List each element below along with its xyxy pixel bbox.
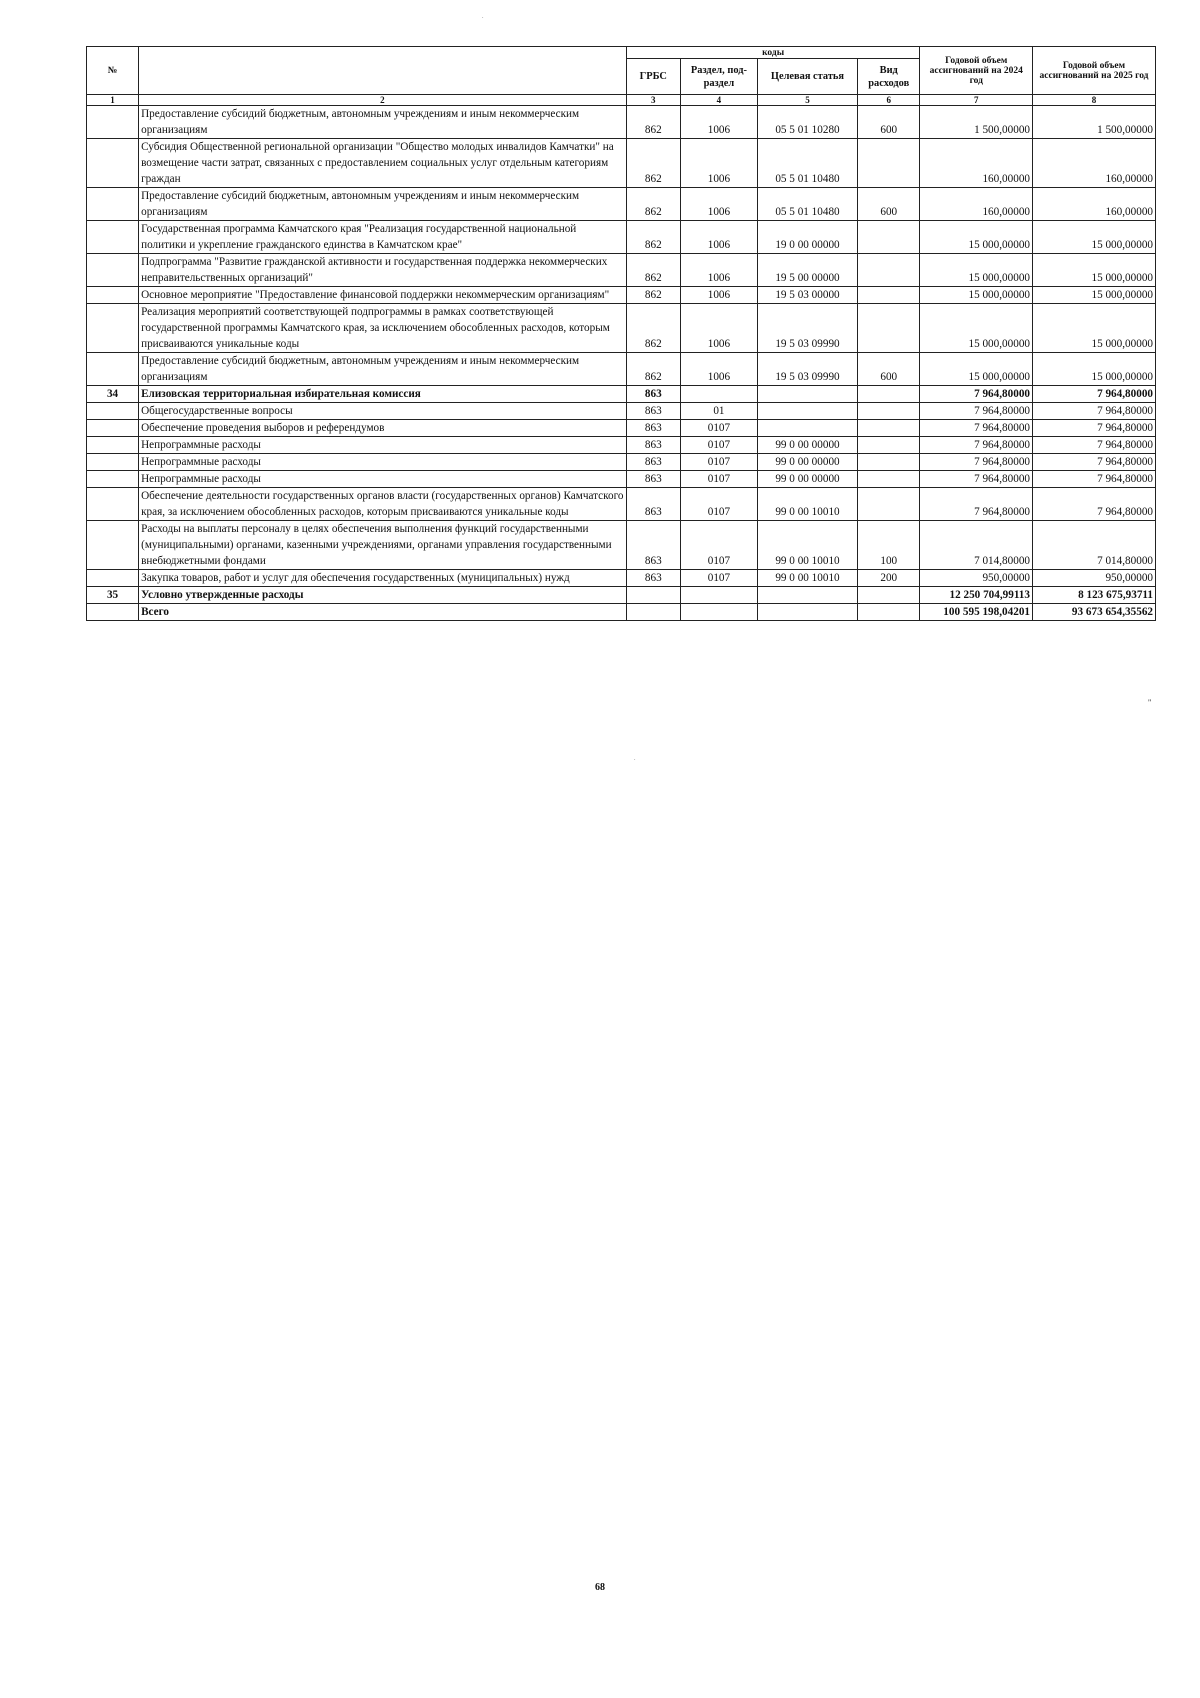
row-value-2025: 15 000,00000 (1033, 304, 1156, 353)
row-num (87, 254, 139, 287)
row-value-2024: 15 000,00000 (920, 353, 1033, 386)
row-value-2024: 7 014,80000 (920, 521, 1033, 570)
row-razdel: 1006 (680, 106, 757, 139)
row-value-2025: 7 964,80000 (1033, 386, 1156, 403)
row-celevaya: 05 5 01 10480 (757, 188, 857, 221)
row-razdel: 0107 (680, 471, 757, 488)
row-value-2025: 15 000,00000 (1033, 254, 1156, 287)
row-value-2024: 7 964,80000 (920, 454, 1033, 471)
row-razdel: 1006 (680, 188, 757, 221)
row-celevaya (757, 386, 857, 403)
table-row (87, 403, 1156, 420)
row-vid (857, 587, 920, 604)
table-row (87, 106, 1156, 139)
row-celevaya (757, 587, 857, 604)
row-name: Обеспечение проведения выборов и референдумов (139, 420, 627, 437)
header-name (139, 47, 627, 95)
table-row (87, 304, 1156, 353)
row-celevaya: 99 0 00 00000 (757, 471, 857, 488)
colnum-5: 5 (757, 95, 857, 106)
row-razdel: 0107 (680, 437, 757, 454)
row-grbs: 862 (626, 287, 680, 304)
row-grbs: 862 (626, 304, 680, 353)
row-celevaya: 19 0 00 00000 (757, 221, 857, 254)
row-celevaya: 19 5 03 00000 (757, 287, 857, 304)
row-celevaya: 99 0 00 00000 (757, 437, 857, 454)
header-num: № (87, 47, 139, 95)
row-num: 35 (87, 587, 139, 604)
row-num (87, 471, 139, 488)
row-value-2025: 160,00000 (1033, 139, 1156, 188)
row-value-2025: 15 000,00000 (1033, 221, 1156, 254)
table-body (87, 106, 1156, 621)
row-razdel: 1006 (680, 353, 757, 386)
row-num (87, 521, 139, 570)
row-vid: 100 (857, 521, 920, 570)
row-value-2025: 15 000,00000 (1033, 287, 1156, 304)
table-row (87, 471, 1156, 488)
row-num (87, 221, 139, 254)
row-value-2025: 7 964,80000 (1033, 420, 1156, 437)
row-value-2024: 7 964,80000 (920, 403, 1033, 420)
row-value-2024: 7 964,80000 (920, 488, 1033, 521)
row-celevaya: 05 5 01 10280 (757, 106, 857, 139)
row-razdel: 0107 (680, 521, 757, 570)
row-razdel (680, 386, 757, 403)
table-row (87, 587, 1156, 604)
row-vid: 600 (857, 188, 920, 221)
row-grbs: 862 (626, 139, 680, 188)
row-vid (857, 488, 920, 521)
row-name: Основное мероприятие "Предоставление финансовой поддержки некоммерческим организациям" (139, 287, 627, 304)
column-numbers-row (87, 95, 1156, 106)
row-vid (857, 454, 920, 471)
row-grbs: 863 (626, 471, 680, 488)
row-num (87, 604, 139, 621)
row-celevaya: 19 5 03 09990 (757, 353, 857, 386)
row-num (87, 454, 139, 471)
table-row (87, 488, 1156, 521)
row-value-2024: 950,00000 (920, 570, 1033, 587)
table-header (87, 47, 1156, 106)
row-grbs: 862 (626, 353, 680, 386)
row-name: Непрограммные расходы (139, 437, 627, 454)
colnum-1: 1 (87, 95, 139, 106)
row-value-2024: 100 595 198,04201 (920, 604, 1033, 621)
row-name: Обеспечение деятельности государственных органов власти (государственных органов) Камчатского края, за исключением обособленных расходов, которым присваиваются уникальные коды (139, 488, 627, 521)
row-celevaya (757, 403, 857, 420)
row-name: Подпрограмма "Развитие гражданской активности и государственная поддержка некоммерческих неправительственных организаций" (139, 254, 627, 287)
row-grbs: 863 (626, 570, 680, 587)
row-name: Государственная программа Камчатского края "Реализация государственной национальной политики и укрепление гражданского единства в Камчатском крае" (139, 221, 627, 254)
row-razdel: 0107 (680, 570, 757, 587)
row-name: Предоставление субсидий бюджетным, автономным учреждениям и иным некоммерческим организациям (139, 106, 627, 139)
table-row (87, 353, 1156, 386)
row-num (87, 403, 139, 420)
row-celevaya: 99 0 00 10010 (757, 488, 857, 521)
row-vid (857, 139, 920, 188)
colnum-3: 3 (626, 95, 680, 106)
row-value-2025: 1 500,00000 (1033, 106, 1156, 139)
row-name: Условно утвержденные расходы (139, 587, 627, 604)
row-value-2024: 15 000,00000 (920, 221, 1033, 254)
header-celevaya: Целевая статья (757, 59, 857, 95)
colnum-4: 4 (680, 95, 757, 106)
scan-speck: . (482, 14, 484, 20)
header-razdel: Раздел, под-раздел (680, 59, 757, 95)
row-value-2025: 7 964,80000 (1033, 454, 1156, 471)
row-celevaya: 99 0 00 10010 (757, 570, 857, 587)
row-vid (857, 254, 920, 287)
closing-quote-mark: " (1148, 698, 1152, 707)
row-value-2025: 7 964,80000 (1033, 488, 1156, 521)
row-value-2024: 7 964,80000 (920, 420, 1033, 437)
budget-table-container (86, 46, 1156, 621)
row-vid (857, 471, 920, 488)
row-num (87, 139, 139, 188)
row-num (87, 106, 139, 139)
table-row (87, 521, 1156, 570)
row-razdel: 0107 (680, 454, 757, 471)
row-vid (857, 403, 920, 420)
row-name: Всего (139, 604, 627, 621)
row-grbs: 863 (626, 420, 680, 437)
row-grbs: 862 (626, 106, 680, 139)
row-razdel: 01 (680, 403, 757, 420)
row-name: Предоставление субсидий бюджетным, автономным учреждениям и иным некоммерческим организациям (139, 188, 627, 221)
row-vid (857, 437, 920, 454)
row-value-2025: 7 964,80000 (1033, 437, 1156, 454)
row-num (87, 437, 139, 454)
row-grbs: 863 (626, 403, 680, 420)
row-value-2025: 15 000,00000 (1033, 353, 1156, 386)
colnum-2: 2 (139, 95, 627, 106)
header-kody: коды (626, 47, 920, 59)
row-value-2025: 160,00000 (1033, 188, 1156, 221)
row-celevaya: 19 5 00 00000 (757, 254, 857, 287)
colnum-7: 7 (920, 95, 1033, 106)
row-celevaya (757, 604, 857, 621)
header-grbs: ГРБС (626, 59, 680, 95)
row-name: Непрограммные расходы (139, 471, 627, 488)
row-grbs: 862 (626, 254, 680, 287)
row-num (87, 287, 139, 304)
row-value-2025: 93 673 654,35562 (1033, 604, 1156, 621)
table-row (87, 287, 1156, 304)
row-razdel: 1006 (680, 139, 757, 188)
row-vid (857, 386, 920, 403)
row-num (87, 353, 139, 386)
row-name: Елизовская территориальная избирательная комиссия (139, 386, 627, 403)
row-num (87, 420, 139, 437)
table-row (87, 188, 1156, 221)
table-row (87, 420, 1156, 437)
colnum-6: 6 (857, 95, 920, 106)
row-value-2024: 15 000,00000 (920, 287, 1033, 304)
row-celevaya: 05 5 01 10480 (757, 139, 857, 188)
page-number: 68 (595, 1582, 605, 1593)
row-num (87, 488, 139, 521)
row-value-2024: 7 964,80000 (920, 471, 1033, 488)
row-vid (857, 287, 920, 304)
row-value-2024: 7 964,80000 (920, 437, 1033, 454)
header-2024: Годовой объем ассигнований на 2024 год (920, 47, 1033, 95)
table-row (87, 570, 1156, 587)
row-num (87, 304, 139, 353)
row-name: Общегосударственные вопросы (139, 403, 627, 420)
row-grbs (626, 587, 680, 604)
row-name: Реализация мероприятий соответствующей подпрограммы в рамках соответствующей государственной программы Камчатского края, за исключением обособленных расходов, которым присваиваются уникальные коды (139, 304, 627, 353)
row-vid: 200 (857, 570, 920, 587)
row-num (87, 188, 139, 221)
colnum-8: 8 (1033, 95, 1156, 106)
row-vid: 600 (857, 106, 920, 139)
row-vid: 600 (857, 353, 920, 386)
table-row (87, 604, 1156, 621)
row-celevaya: 19 5 03 09990 (757, 304, 857, 353)
row-value-2025: 950,00000 (1033, 570, 1156, 587)
row-grbs: 862 (626, 188, 680, 221)
row-vid (857, 604, 920, 621)
row-razdel: 0107 (680, 488, 757, 521)
row-name: Закупка товаров, работ и услуг для обеспечения государственных (муниципальных) нужд (139, 570, 627, 587)
row-value-2024: 160,00000 (920, 139, 1033, 188)
row-num: 34 (87, 386, 139, 403)
table-row (87, 437, 1156, 454)
row-value-2024: 7 964,80000 (920, 386, 1033, 403)
row-razdel: 1006 (680, 304, 757, 353)
budget-table (86, 46, 1156, 621)
row-value-2024: 12 250 704,99113 (920, 587, 1033, 604)
row-razdel: 1006 (680, 221, 757, 254)
row-celevaya: 99 0 00 00000 (757, 454, 857, 471)
table-row (87, 221, 1156, 254)
row-value-2024: 1 500,00000 (920, 106, 1033, 139)
table-row (87, 139, 1156, 188)
row-celevaya: 99 0 00 10010 (757, 521, 857, 570)
row-razdel: 1006 (680, 254, 757, 287)
row-name: Субсидия Общественной региональной организации "Общество молодых инвалидов Камчатки" на возмещение части затрат, связанных с предоставлением социальных услуг отдельным категориям граждан (139, 139, 627, 188)
header-vid: Вид расходов (857, 59, 920, 95)
row-grbs: 863 (626, 488, 680, 521)
row-grbs (626, 604, 680, 621)
row-razdel (680, 587, 757, 604)
row-value-2025: 7 014,80000 (1033, 521, 1156, 570)
row-name: Непрограммные расходы (139, 454, 627, 471)
row-vid (857, 221, 920, 254)
row-grbs: 863 (626, 521, 680, 570)
row-grbs: 863 (626, 454, 680, 471)
row-celevaya (757, 420, 857, 437)
row-grbs: 863 (626, 386, 680, 403)
row-razdel: 0107 (680, 420, 757, 437)
row-value-2024: 15 000,00000 (920, 304, 1033, 353)
row-value-2025: 8 123 675,93711 (1033, 587, 1156, 604)
row-value-2025: 7 964,80000 (1033, 471, 1156, 488)
row-razdel (680, 604, 757, 621)
scan-speck: . (634, 756, 636, 762)
header-2025: Годовой объем ассигнований на 2025 год (1033, 47, 1156, 95)
table-row (87, 454, 1156, 471)
row-vid (857, 420, 920, 437)
row-num (87, 570, 139, 587)
table-row (87, 386, 1156, 403)
row-value-2024: 15 000,00000 (920, 254, 1033, 287)
row-razdel: 1006 (680, 287, 757, 304)
row-vid (857, 304, 920, 353)
row-value-2025: 7 964,80000 (1033, 403, 1156, 420)
row-name: Расходы на выплаты персоналу в целях обеспечения выполнения функций государственными (муниципальными) органами, казенными учреждениями, органами управления государственными внебюджетными фондами (139, 521, 627, 570)
table-row (87, 254, 1156, 287)
row-grbs: 863 (626, 437, 680, 454)
row-name: Предоставление субсидий бюджетным, автономным учреждениям и иным некоммерческим организациям (139, 353, 627, 386)
row-grbs: 862 (626, 221, 680, 254)
row-value-2024: 160,00000 (920, 188, 1033, 221)
